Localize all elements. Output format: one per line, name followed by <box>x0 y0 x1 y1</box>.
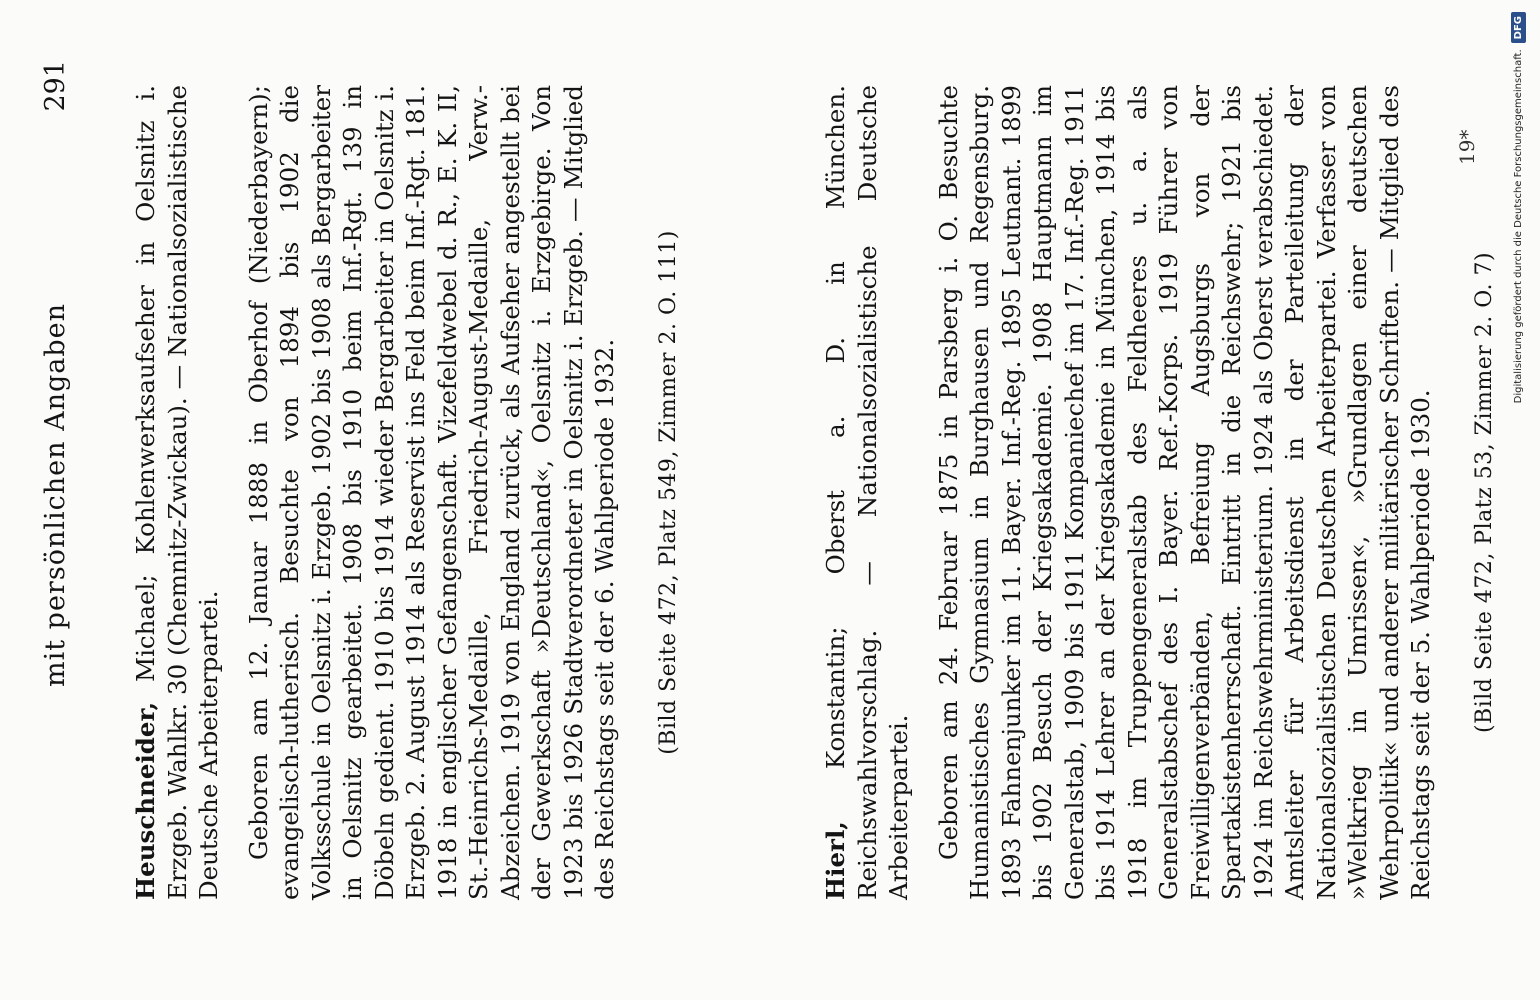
page-header <box>40 60 90 930</box>
member-name: Heuschneider, <box>131 701 160 900</box>
digitization-note: Digitalisierung gefördert durch die Deutsche Forschungsgemeinschaft. <box>1512 49 1524 404</box>
biography-entry-heuschneider <box>130 85 684 900</box>
digitization-footer <box>1504 12 1532 992</box>
dfg-logo-icon: DFG <box>1511 12 1526 43</box>
member-details: Konstantin; Oberst a. D. in München. Reichswahlvorschlag. — Nationalsozialistische Deutsche Arbeiterpartei. <box>821 85 913 900</box>
signature-mark: 19* <box>1455 129 1479 165</box>
member-details: Michael; Kohlenwerksaufseher in Oelsnitz i. Erzgeb. Wahlkr. 30 (Chemnitz-Zwickau). — Nationalsozialistische Deutsche Arbeiterpartei. <box>131 85 223 900</box>
entry-body: Geboren am 12. Januar 1888 in Oberhof (Niederbayern); evangelisch-lutherisch. Besuchte von 1894 bis 1902 die Volksschule in Oelsnitz i. Erzgeb. 1902 bis 1908 als Bergarbeiter in Oelsnitz gearbeitet. 1908 bis 1910 beim Inf.-Rgt. 139 in Döbeln gedient. 1910 bis 1914 wieder Bergarbeiter in Oelsnitz i. Erzgeb. 2. August 1914 als Reservist ins Feld beim Inf.-Rgt. 181. 1918 in englischer Gefangenschaft. Vizefeldwebel d. R., E. K. II, St.-Heinrichs-Medaille, Friedrich-August-Medaille, Verw.-Abzeichen. 1919 von England zurück, als Aufseher angestellt bei der Gewerkschaft »Deutschland«, Oelsnitz i. Erzgebirge. Von 1923 bis 1926 Stadtverordneter in Oelsnitz i. Erzgeb. — Mitglied des Reichstags seit der 6. Wahlperiode 1932. <box>243 85 619 900</box>
biography-entry-hierl <box>820 85 1500 900</box>
entry-body: Geboren am 24. Februar 1875 in Parsberg i. O. Besuchte Humanistisches Gymnasium in Burghausen und Regensburg. 1893 Fahnenjunker im 11. Bayer. Inf.-Reg. 1895 Leutnant. 1899 bis 1902 Besuch der Kriegsakademie. 1908 Hauptmann im Generalstab, 1909 bis 1911 Kompaniechef im 17. Inf.-Reg. 1911 bis 1914 Lehrer an der Kriegsakademie in München, 1914 bis 1918 im Truppengeneralstab des Feldheeres u. a. als Generalstabschef des I. Bayer. Ref.-Korps. 1919 Führer von Freiwilligenverbänden, Befreiung Augsburgs von der Spartakistenherrschaft. Eintritt in die Reichswehr; 1921 bis 1924 im Reichswehrministerium. 1924 als Oberst verabschiedet. Amtsleiter für Arbeitsdienst in der Parteileitung der Nationalsozialistischen Deutschen Arbeiterpartei. Verfasser von »Weltkrieg in Umrissen«, »Grundlagen einer deutschen Wehrpolitik« und anderer militärischer Schriften. — Mitglied des Reichstags seit der 5. Wahlperiode 1930. <box>933 85 1435 900</box>
running-head: mit persönlichen Angaben <box>40 303 71 687</box>
photo-caption: (Bild Seite 472, Platz 549, Zimmer 2. O. 111) <box>655 230 681 755</box>
member-name: Hierl, <box>821 821 850 900</box>
page-number: 291 <box>40 60 71 112</box>
entry-heading <box>820 85 915 900</box>
photo-caption: (Bild Seite 472, Platz 53, Zimmer 2. O. 7) <box>1471 251 1497 734</box>
entry-heading <box>130 85 225 900</box>
